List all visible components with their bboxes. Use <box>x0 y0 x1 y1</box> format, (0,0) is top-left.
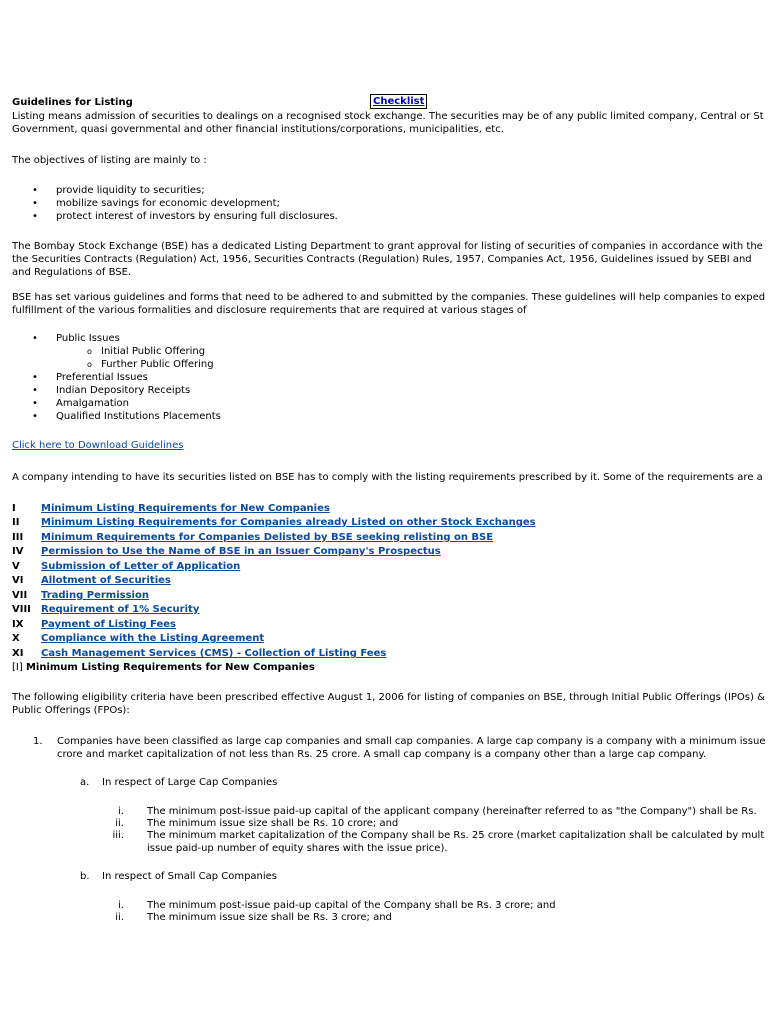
requirement-link[interactable]: Permission to Use the Name of BSE in an Issuer Company's Prospectus <box>41 546 441 557</box>
requirement-row <box>12 545 441 558</box>
requirement-row <box>12 531 493 544</box>
stage-ipo: o Initial Public Offering <box>101 345 205 358</box>
stage-fpo: o Further Public Offering <box>101 358 214 371</box>
roman-number: i. <box>118 900 124 911</box>
stage-public-issues: • Public Issues <box>56 332 120 345</box>
section-heading <box>12 661 315 674</box>
requirement-row <box>12 632 264 645</box>
requirement-link[interactable]: Requirement of 1% Security <box>41 604 200 615</box>
list-item: The minimum market capitalization of the Company shall be Rs. 25 crore (market capitalization shall be calculated by mult <box>147 830 765 841</box>
sub-item-letter: b. <box>80 871 90 882</box>
list-item: The minimum issue size shall be Rs. 10 crore; and <box>147 818 399 829</box>
objectives-heading: The objectives of listing are mainly to : <box>12 155 207 166</box>
requirement-number: II <box>12 517 20 528</box>
large-cap-label: In respect of Large Cap Companies <box>102 777 278 788</box>
requirement-number: V <box>12 561 20 572</box>
stage-qip: • Qualified Institutions Placements <box>56 410 221 423</box>
requirement-number: XI <box>12 648 24 659</box>
list-item-continuation: issue paid-up number of equity shares with the issue price). <box>147 843 448 854</box>
requirement-number: VII <box>12 590 28 601</box>
intro-line-1: Listing means admission of securities to dealings on a recognised stock exchange. The securities may be of any public limited company, Central or St <box>12 111 764 122</box>
download-guidelines-link[interactable]: Click here to Download Guidelines <box>12 440 184 451</box>
requirement-row <box>12 502 330 515</box>
requirement-link[interactable]: Cash Management Services (CMS) - Collection of Listing Fees <box>41 648 387 659</box>
requirement-number: VIII <box>12 604 31 615</box>
item1-line-1: Companies have been classified as large cap companies and small cap companies. A large cap company is a company with a minimum issue <box>57 736 766 747</box>
requirement-row <box>12 516 536 529</box>
stage-amalgamation: • Amalgamation <box>56 397 129 410</box>
list-item: The minimum issue size shall be Rs. 3 crore; and <box>147 912 392 923</box>
guidelines-para-line-1: BSE has set various guidelines and forms that need to be adhered to and submitted by the companies. These guidelines will help companies to exped <box>12 292 766 303</box>
roman-number: ii. <box>115 818 124 829</box>
bse-para-line-2: the Securities Contracts (Regulation) Act, 1956, Securities Contracts (Regulation) Rules, 1957, Companies Act, 1956, Guidelines issued by SEBI and <box>12 254 752 265</box>
requirement-number: III <box>12 532 24 543</box>
requirement-number: VI <box>12 575 24 586</box>
requirement-row <box>12 603 199 616</box>
sub-item-letter: a. <box>80 777 90 788</box>
list-item: The minimum post-issue paid-up capital of the applicant company (hereinafter referred to as "the Company") shall be Rs. <box>147 806 757 817</box>
requirement-row <box>12 618 176 631</box>
section-prefix: [I] <box>12 662 23 673</box>
list-item: The minimum post-issue paid-up capital of the Company shall be Rs. 3 crore; and <box>147 900 556 911</box>
section-para-line-2: Public Offerings (FPOs): <box>12 705 130 716</box>
requirement-row <box>12 589 149 602</box>
roman-number: ii. <box>115 912 124 923</box>
stage-preferential: • Preferential Issues <box>56 371 148 384</box>
section-title: Minimum Listing Requirements for New Companies <box>25 662 315 673</box>
requirement-link[interactable]: Minimum Listing Requirements for Companies already Listed on other Stock Exchanges <box>41 517 536 528</box>
list-item: • protect interest of investors by ensuring full disclosures. <box>56 210 338 223</box>
bse-para-line-1: The Bombay Stock Exchange (BSE) has a dedicated Listing Department to grant approval for listing of securities of companies in accordance with the <box>12 241 763 252</box>
requirement-number: X <box>12 633 20 644</box>
stage-idr: • Indian Depository Receipts <box>56 384 190 397</box>
requirements-intro: A company intending to have its securities listed on BSE has to comply with the listing requirements prescribed by it. Some of the requirements are a <box>12 472 763 483</box>
list-item: • provide liquidity to securities; <box>56 184 205 197</box>
requirement-link[interactable]: Trading Permission <box>41 590 149 601</box>
guidelines-para-line-2: fulfillment of the various formalities and disclosure requirements that are required at various stages of <box>12 305 527 316</box>
requirement-link[interactable]: Minimum Listing Requirements for New Companies <box>41 503 330 514</box>
item-number: 1. <box>33 736 43 747</box>
requirement-number: I <box>12 503 16 514</box>
list-item: • mobilize savings for economic development; <box>56 197 280 210</box>
intro-line-2: Government, quasi governmental and other financial institutions/corporations, municipalities, etc. <box>12 124 504 135</box>
requirement-link[interactable]: Payment of Listing Fees <box>41 619 176 630</box>
requirement-link[interactable]: Allotment of Securities <box>41 575 171 586</box>
requirement-link[interactable]: Compliance with the Listing Agreement <box>41 633 265 644</box>
item1-line-2: crore and market capitalization of not less than Rs. 25 crore. A small cap company is a company other than a large cap company. <box>57 749 707 760</box>
roman-number: i. <box>118 806 124 817</box>
page-title: Guidelines for Listing <box>12 97 133 108</box>
bse-para-line-3: and Regulations of BSE. <box>12 267 132 278</box>
requirement-link[interactable]: Submission of Letter of Application <box>41 561 241 572</box>
requirement-row <box>12 574 171 587</box>
requirement-row <box>12 560 240 573</box>
requirement-link[interactable]: Minimum Requirements for Companies Delisted by BSE seeking relisting on BSE <box>41 532 494 543</box>
requirement-number: IX <box>12 619 24 630</box>
roman-number: iii. <box>112 830 124 841</box>
requirement-number: IV <box>12 546 24 557</box>
section-para-line-1: The following eligibility criteria have been prescribed effective August 1, 2006 for listing of companies on BSE, through Initial Public Offerings (IPOs) & <box>12 692 765 703</box>
requirement-row <box>12 647 386 660</box>
small-cap-label: In respect of Small Cap Companies <box>102 871 278 882</box>
checklist-link[interactable]: Checklist <box>370 94 427 109</box>
